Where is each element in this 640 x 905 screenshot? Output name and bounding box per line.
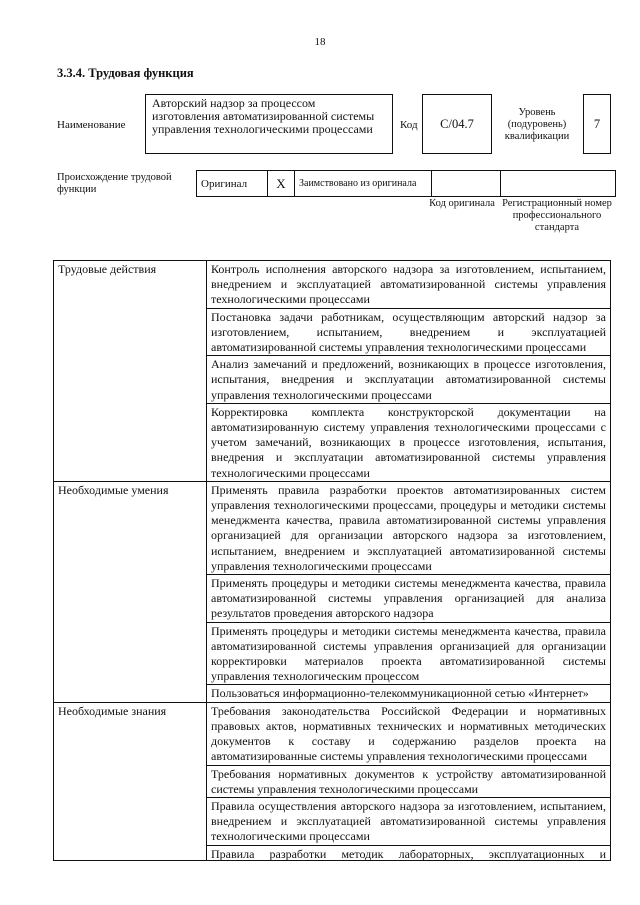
table-cell: Применять процедуры и методики системы менеджмента качества, правила автоматизированной системы управления организацией для анализа результатов проведения авторского надзора: [207, 575, 611, 623]
table-cell: Контроль исполнения авторского надзора за изготовлением, испытанием, внедрением и эксплуатацией автоматизированной системы управления технологическими процессами: [207, 261, 611, 309]
table-cell: Постановка задачи работникам, осуществляющим авторский надзор за изготовлением, испытанием, внедрением и эксплуатацией автоматизированной системы управления технологическими процессами: [207, 308, 611, 356]
origin-table: [196, 170, 616, 197]
table-cell: Правила осуществления авторского надзора за изготовлением, испытанием, внедрением и эксплуатацией автоматизированной системы управления технологическими процессами: [207, 797, 611, 845]
truncated-text: Правила разработки методик лабораторных, эксплуатационных и: [211, 846, 606, 860]
table-cell: Применять правила разработки проектов автоматизированных систем управления технологическими процессами, процедуры и методики системы менеджмента качества, правила автоматизированной системы управления организацией для организации авторского надзора за изготовлением, испытанием, внедрением и эксплуатацией автоматизированной системы управления технологическими процессами: [207, 481, 611, 574]
reg-number-caption: Регистрационный номер профессионального стандарта: [502, 198, 612, 233]
code-original-cell: [432, 171, 501, 197]
table-cell: Анализ замечаний и предложений, возникающих в процессе изготовления, испытания, внедрения и эксплуатации автоматизированной системы управления технологическими процессами: [207, 356, 611, 404]
table-cell: Требования нормативных документов к устройству автоматизированной системы управления технологическими процессами: [207, 765, 611, 797]
borrowed-label-cell: Заимствовано из оригинала: [295, 171, 432, 197]
table-cell: Корректировка комплекта конструкторской документации на автоматизированную систему управления технологическими процессами с учетом замечаний, возникающих в процессе изготовления, испытания, внедрения и эксплуатации автоматизированной системы управления технологическими процессами: [207, 403, 611, 481]
table-cell: [207, 845, 611, 860]
original-label-cell: Оригинал: [197, 171, 268, 197]
function-details-table: [53, 260, 611, 861]
table-row: [54, 261, 611, 309]
code-value-box: C/04.7: [422, 94, 492, 154]
table-cell: Пользоваться информационно-телекоммуникационной сетью «Интернет»: [207, 685, 611, 702]
original-mark-cell: X: [268, 171, 295, 197]
section-label-actions: Трудовые действия: [54, 261, 207, 482]
reg-number-cell: [501, 171, 616, 197]
table-row: [54, 481, 611, 574]
section-title: 3.3.4. Трудовая функция: [57, 66, 194, 80]
name-label: Наименование: [57, 119, 126, 131]
level-value-box: 7: [583, 94, 611, 154]
section-label-skills: Необходимые умения: [54, 481, 207, 702]
function-name-box: Авторский надзор за процессом изготовления автоматизированной системы управления технологическими процессами: [145, 94, 393, 154]
level-label: Уровень (подуровень) квалификации: [504, 107, 570, 142]
table-row: [54, 702, 611, 765]
section-label-knowledge: Необходимые знания: [54, 702, 207, 860]
table-cell: Требования законодательства Российской Федерации и нормативных правовых актов, нормативных технических и нормативных методических документов к составу и содержанию разделов проекта на автоматизированные системы управления технологическими процессами: [207, 702, 611, 765]
code-label: Код: [400, 119, 418, 131]
code-original-caption: Код оригинала: [429, 198, 495, 209]
table-cell: Применять процедуры и методики системы менеджмента качества, правила автоматизированной системы управления организацией для организации корректировки материалов проекта автоматизированной системы управления технологическим процессом: [207, 622, 611, 685]
origin-label: Происхождение трудовой функции: [57, 172, 172, 195]
page-number: 18: [314, 36, 326, 48]
